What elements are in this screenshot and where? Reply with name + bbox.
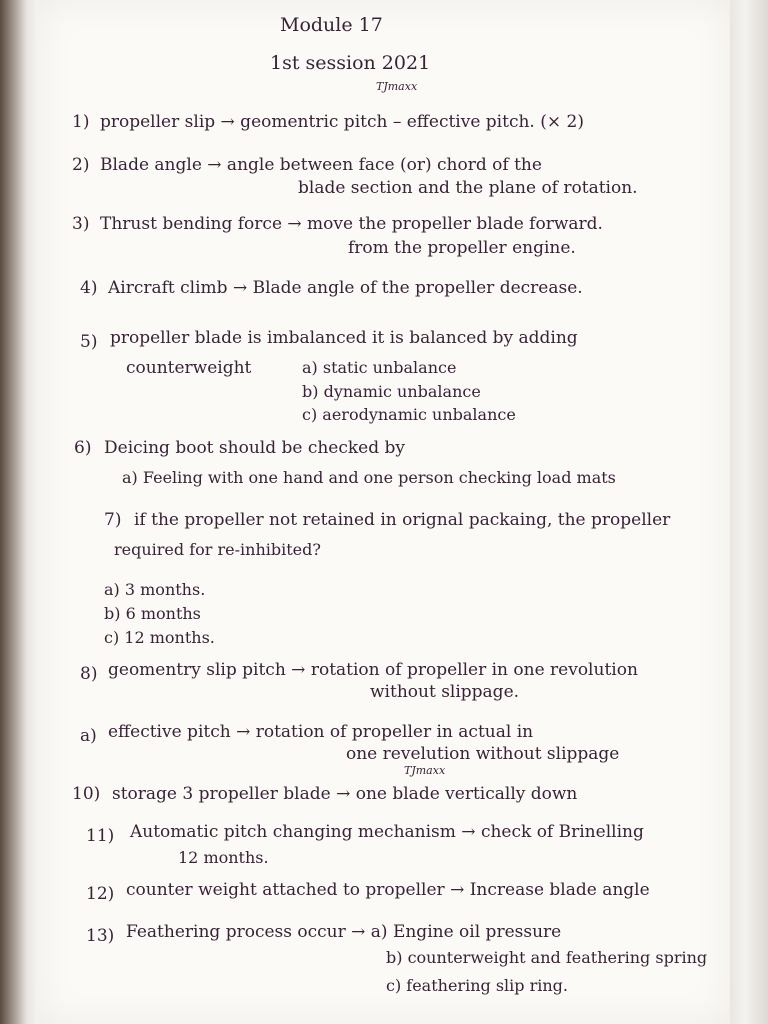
item-7-number: 7) <box>104 510 122 530</box>
item-9-cont: one revelution without slippage <box>346 744 620 764</box>
item-3-cont: from the propeller engine. <box>348 238 576 258</box>
item-6-number: 6) <box>74 438 92 458</box>
item-1-text: propeller slip → geomentric pitch – effective pitch. (× 2) <box>100 112 584 132</box>
session-label: 1st session 2021 <box>270 52 431 74</box>
item-5-text: propeller blade is imbalanced it is balanced by adding <box>110 328 578 348</box>
item-1-number: 1) <box>72 112 90 132</box>
module-title: Module 17 <box>280 14 383 36</box>
item-5-cont: counterweight <box>126 358 252 378</box>
item-7-option-a: a) 3 months. <box>104 580 206 599</box>
item-7-option-c: c) 12 months. <box>104 628 215 647</box>
watermark-mid: TJmaxx <box>404 764 446 777</box>
item-13-option-c: c) feathering slip ring. <box>386 976 568 995</box>
item-13-number: 13) <box>86 926 115 946</box>
item-12-text: counter weight attached to propeller → Increase blade angle <box>126 880 650 900</box>
item-6-text: Deicing boot should be checked by <box>104 438 406 458</box>
item-4-text: Aircraft climb → Blade angle of the propeller decrease. <box>108 278 583 298</box>
item-4-number: 4) <box>80 278 98 298</box>
item-5-number: 5) <box>80 332 98 352</box>
item-13-option-b: b) counterweight and feathering spring <box>386 948 708 967</box>
item-11-cont: 12 months. <box>178 848 269 867</box>
item-10-number: 10) <box>72 784 101 804</box>
item-8-number: 8) <box>80 664 98 684</box>
item-8-text: geomentry slip pitch → rotation of propeller in one revolution <box>108 660 638 680</box>
item-2-text: Blade angle → angle between face (or) chord of the <box>100 155 542 175</box>
item-3-text: Thrust bending force → move the propeller blade forward. <box>100 214 603 234</box>
item-8-cont: without slippage. <box>370 682 520 702</box>
item-9-number: a) <box>80 726 97 746</box>
item-9-text: effective pitch → rotation of propeller in actual in <box>108 722 534 742</box>
item-7-cont: required for re-inhibited? <box>114 540 321 559</box>
page-right-edge <box>730 0 768 1024</box>
item-2-number: 2) <box>72 155 90 175</box>
item-13-text: Feathering process occur → a) Engine oil pressure <box>126 922 562 942</box>
item-2-cont: blade section and the plane of rotation. <box>298 178 638 198</box>
item-11-text: Automatic pitch changing mechanism → check of Brinelling <box>130 822 644 842</box>
item-6-option-a: a) Feeling with one hand and one person checking load mats <box>122 468 616 487</box>
item-5-option-a: a) static unbalance <box>302 358 457 377</box>
item-5-option-b: b) dynamic unbalance <box>302 382 481 401</box>
item-12-number: 12) <box>86 884 115 904</box>
item-11-number: 11) <box>86 826 115 846</box>
watermark-top: TJmaxx <box>376 80 418 93</box>
item-3-number: 3) <box>72 214 90 234</box>
page-left-shadow <box>0 0 38 1024</box>
item-7-option-b: b) 6 months <box>104 604 201 623</box>
item-5-option-c: c) aerodynamic unbalance <box>302 405 516 424</box>
item-7-text: if the propeller not retained in orignal packaing, the propeller <box>134 510 671 530</box>
item-10-text: storage 3 propeller blade → one blade vertically down <box>112 784 578 804</box>
